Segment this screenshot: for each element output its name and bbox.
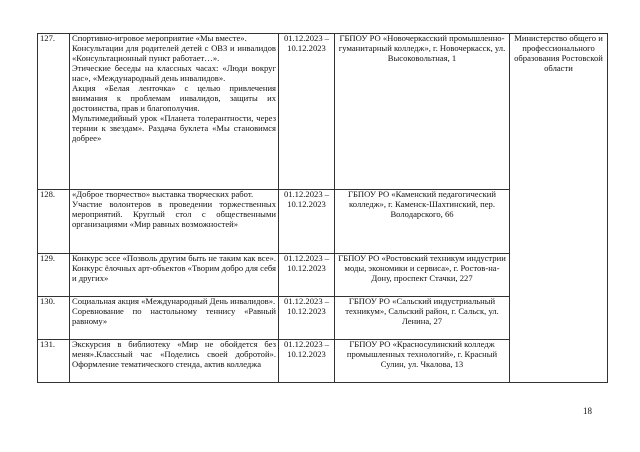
activity-line: Этические беседы на классных часах: «Люди вокруг нас», «Международный день инвалидов». bbox=[72, 62, 276, 83]
activity-line: Консультации для родителей детей с ОВЗ и инвалидов «Консультационный пункт работает…». bbox=[72, 42, 276, 63]
organization-cell: ГБПОУ РО «Ростовский техникум индустрии моды, экономики и сервиса», г. Ростов-на-Дону, проспект Стачки, 227 bbox=[335, 254, 510, 297]
dates-cell: 01.12.2023 – 10.12.2023 bbox=[279, 297, 335, 340]
dates-cell: 01.12.2023 – 10.12.2023 bbox=[279, 254, 335, 297]
dates-cell: 01.12.2023 – 10.12.2023 bbox=[279, 190, 335, 254]
activity-line: Мультимедийный урок «Планета толерантности, через тернии к звездам». Раздача буклета «Мы становимся добрее» bbox=[72, 112, 276, 143]
activity-line: Экскурсия в библиотеку «Мир не обойдется без меня».Классный час «Поделись своей добротой». Оформление тематического стенда, актив колледжа bbox=[72, 339, 276, 369]
row-number: 131. bbox=[38, 340, 70, 383]
activity-line: Конкурс эссе «Позволь другим быть не таким как все». Конкурс ёлочных арт-объектов «Творим добро для себя и других» bbox=[72, 253, 276, 283]
table-row bbox=[38, 34, 608, 190]
ministry-text: Министерство общего и профессионального образования Ростовской области bbox=[514, 33, 603, 73]
activity-cell bbox=[70, 254, 279, 297]
row-number: 128. bbox=[38, 190, 70, 254]
activity-cell bbox=[70, 190, 279, 254]
activity-line: «Доброе творчество» выставка творческих работ. bbox=[72, 189, 254, 199]
dates-cell: 01.12.2023 – 10.12.2023 bbox=[279, 340, 335, 383]
organization-cell: ГБПОУ РО «Красносулинский колледж промышленных технологий», г. Красный Сулин, ул. Чкалова, 13 bbox=[335, 340, 510, 383]
activity-cell bbox=[70, 340, 279, 383]
organization-cell: ГБПОУ РО «Новочеркасский промышленно-гуманитарный колледж», г. Новочеркасск, ул. Высоковольтная, 1 bbox=[335, 34, 510, 190]
activity-line: Социальная акция «Международный День инвалидов». bbox=[72, 296, 276, 306]
dates-cell: 01.12.2023 – 10.12.2023 bbox=[279, 34, 335, 190]
activity-line: Соревнование по настольному теннису «Равный равному» bbox=[72, 305, 276, 326]
row-number: 130. bbox=[38, 297, 70, 340]
events-table bbox=[37, 33, 608, 383]
activity-cell bbox=[70, 297, 279, 340]
organization-cell: ГБПОУ РО «Сальский индустриальный техникум», Сальский район, г. Сальск, ул. Ленина, 27 bbox=[335, 297, 510, 340]
ministry-cell bbox=[510, 34, 608, 383]
activity-line: Спортивно-игровое мероприятие «Мы вместе». bbox=[72, 33, 247, 43]
organization-cell: ГБПОУ РО «Каменский педагогический колледж», г. Каменск-Шахтинский, пер. Володарского, 66 bbox=[335, 190, 510, 254]
row-number: 127. bbox=[38, 34, 70, 190]
activity-cell bbox=[70, 34, 279, 190]
row-number: 129. bbox=[38, 254, 70, 297]
activity-line: Акция «Белая ленточка» с целью привлечения внимания к проблемам инвалидов, защиты их достоинства, прав и благополучия. bbox=[72, 82, 276, 113]
activity-line: Участие волонтеров в проведении торжественных мероприятий. Круглый стол с общественными организациями «Мир равных возможностей» bbox=[72, 198, 276, 229]
page-number: 18 bbox=[583, 406, 592, 416]
